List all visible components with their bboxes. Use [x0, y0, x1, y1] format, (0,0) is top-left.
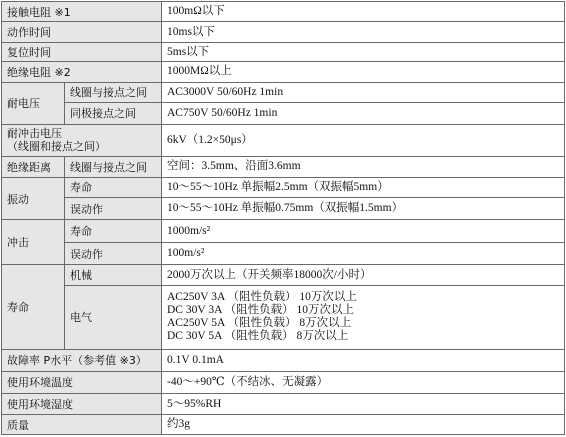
insulation-resistance-label: 绝缘电阻 ※2 [2, 62, 162, 82]
table-row [2, 265, 565, 285]
table-row [2, 42, 565, 61]
ambient-temp-value: -40～+90℃（不结冰、无凝露） [162, 371, 565, 393]
insulation-distance-label: 绝缘距离 [2, 157, 65, 177]
vibration-malfunction-value: 10～55～10Hz 单振幅0.75mm（双振幅1.5mm） [162, 198, 565, 220]
table-row [2, 198, 565, 220]
life-mechanical-label: 机械 [65, 265, 162, 285]
table-row [2, 285, 565, 349]
insulation-distance-value: 空间：3.5mm、沿面3.6mm [162, 157, 565, 177]
vibration-label: 振动 [2, 177, 65, 220]
surge-label-line1: 耐冲击电压 [7, 127, 62, 141]
surge-label-line2: （线圈和接点之间） [7, 140, 106, 154]
failure-rate-label: 故障率 P水平（参考值 ※3） [2, 350, 162, 371]
ambient-humidity-value: 5～95%RH [162, 394, 565, 415]
shock-durability-label: 寿命 [65, 220, 162, 242]
vibration-malfunction-label: 误动作 [65, 198, 162, 220]
life-electrical-line: DC 30V 3A （阻性负载） 10万次以上 [167, 304, 354, 317]
surge-value: 6kV（1.2×50μs） [162, 124, 565, 157]
release-time-value: 5ms以下 [162, 42, 565, 61]
dielectric-coil-contact-label: 线圈与接点之间 [65, 82, 162, 102]
life-mechanical-value: 2000万次以上（开关频率18000次/小时） [162, 265, 565, 285]
table-row [2, 2, 565, 22]
shock-malfunction-label: 误动作 [65, 242, 162, 264]
table-row [2, 103, 565, 124]
failure-rate-value: 0.1V 0.1mA [162, 350, 565, 371]
dielectric-same-pole-value: AC750V 50/60Hz 1min [162, 103, 565, 124]
life-label: 寿命 [2, 265, 65, 350]
vibration-durability-label: 寿命 [65, 177, 162, 197]
table-row [2, 22, 565, 42]
contact-resistance-value: 100mΩ以下 [162, 2, 565, 22]
operate-time-label: 动作时间 [2, 22, 162, 42]
table-row [2, 220, 565, 242]
table-row [2, 177, 565, 197]
life-electrical-line: DC 30V 5A （阻性负载） 8万次以上 [167, 330, 349, 343]
table-row [2, 82, 565, 102]
dielectric-coil-contact-value: AC3000V 50/60Hz 1min [162, 82, 565, 102]
life-electrical-line: AC250V 5A （阻性负载） 8万次以上 [167, 317, 352, 330]
life-electrical-line: AC250V 3A （阻性负载） 10万次以上 [167, 291, 357, 304]
table-row [2, 242, 565, 264]
contact-resistance-label: 接触电阻 ※1 [2, 2, 162, 22]
insulation-distance-sublabel: 线圈与接点之间 [65, 157, 162, 177]
mass-value: 约3g [162, 415, 565, 435]
life-electrical-values [162, 285, 565, 349]
operate-time-value: 10ms以下 [162, 22, 565, 42]
table-row [2, 62, 565, 82]
table-row [2, 371, 565, 393]
dielectric-same-pole-label: 同极接点之间 [65, 103, 162, 124]
shock-malfunction-value: 100m/s² [162, 242, 565, 264]
insulation-resistance-value: 1000MΩ以上 [162, 62, 565, 82]
surge-label [2, 124, 162, 157]
relay-spec-table [1, 1, 565, 435]
mass-label: 质量 [2, 415, 162, 435]
table-row [2, 350, 565, 371]
shock-label: 冲击 [2, 220, 65, 265]
table-row [2, 415, 565, 435]
table-row [2, 124, 565, 157]
dielectric-label: 耐电压 [2, 82, 65, 124]
life-electrical-label: 电气 [65, 285, 162, 349]
table-row [2, 157, 565, 177]
vibration-durability-value: 10～55～10Hz 单振幅2.5mm（双振幅5mm） [162, 177, 565, 197]
ambient-humidity-label: 使用环境湿度 [2, 394, 162, 415]
table-row [2, 394, 565, 415]
release-time-label: 复位时间 [2, 42, 162, 61]
ambient-temp-label: 使用环境温度 [2, 371, 162, 393]
shock-durability-value: 1000m/s² [162, 220, 565, 242]
